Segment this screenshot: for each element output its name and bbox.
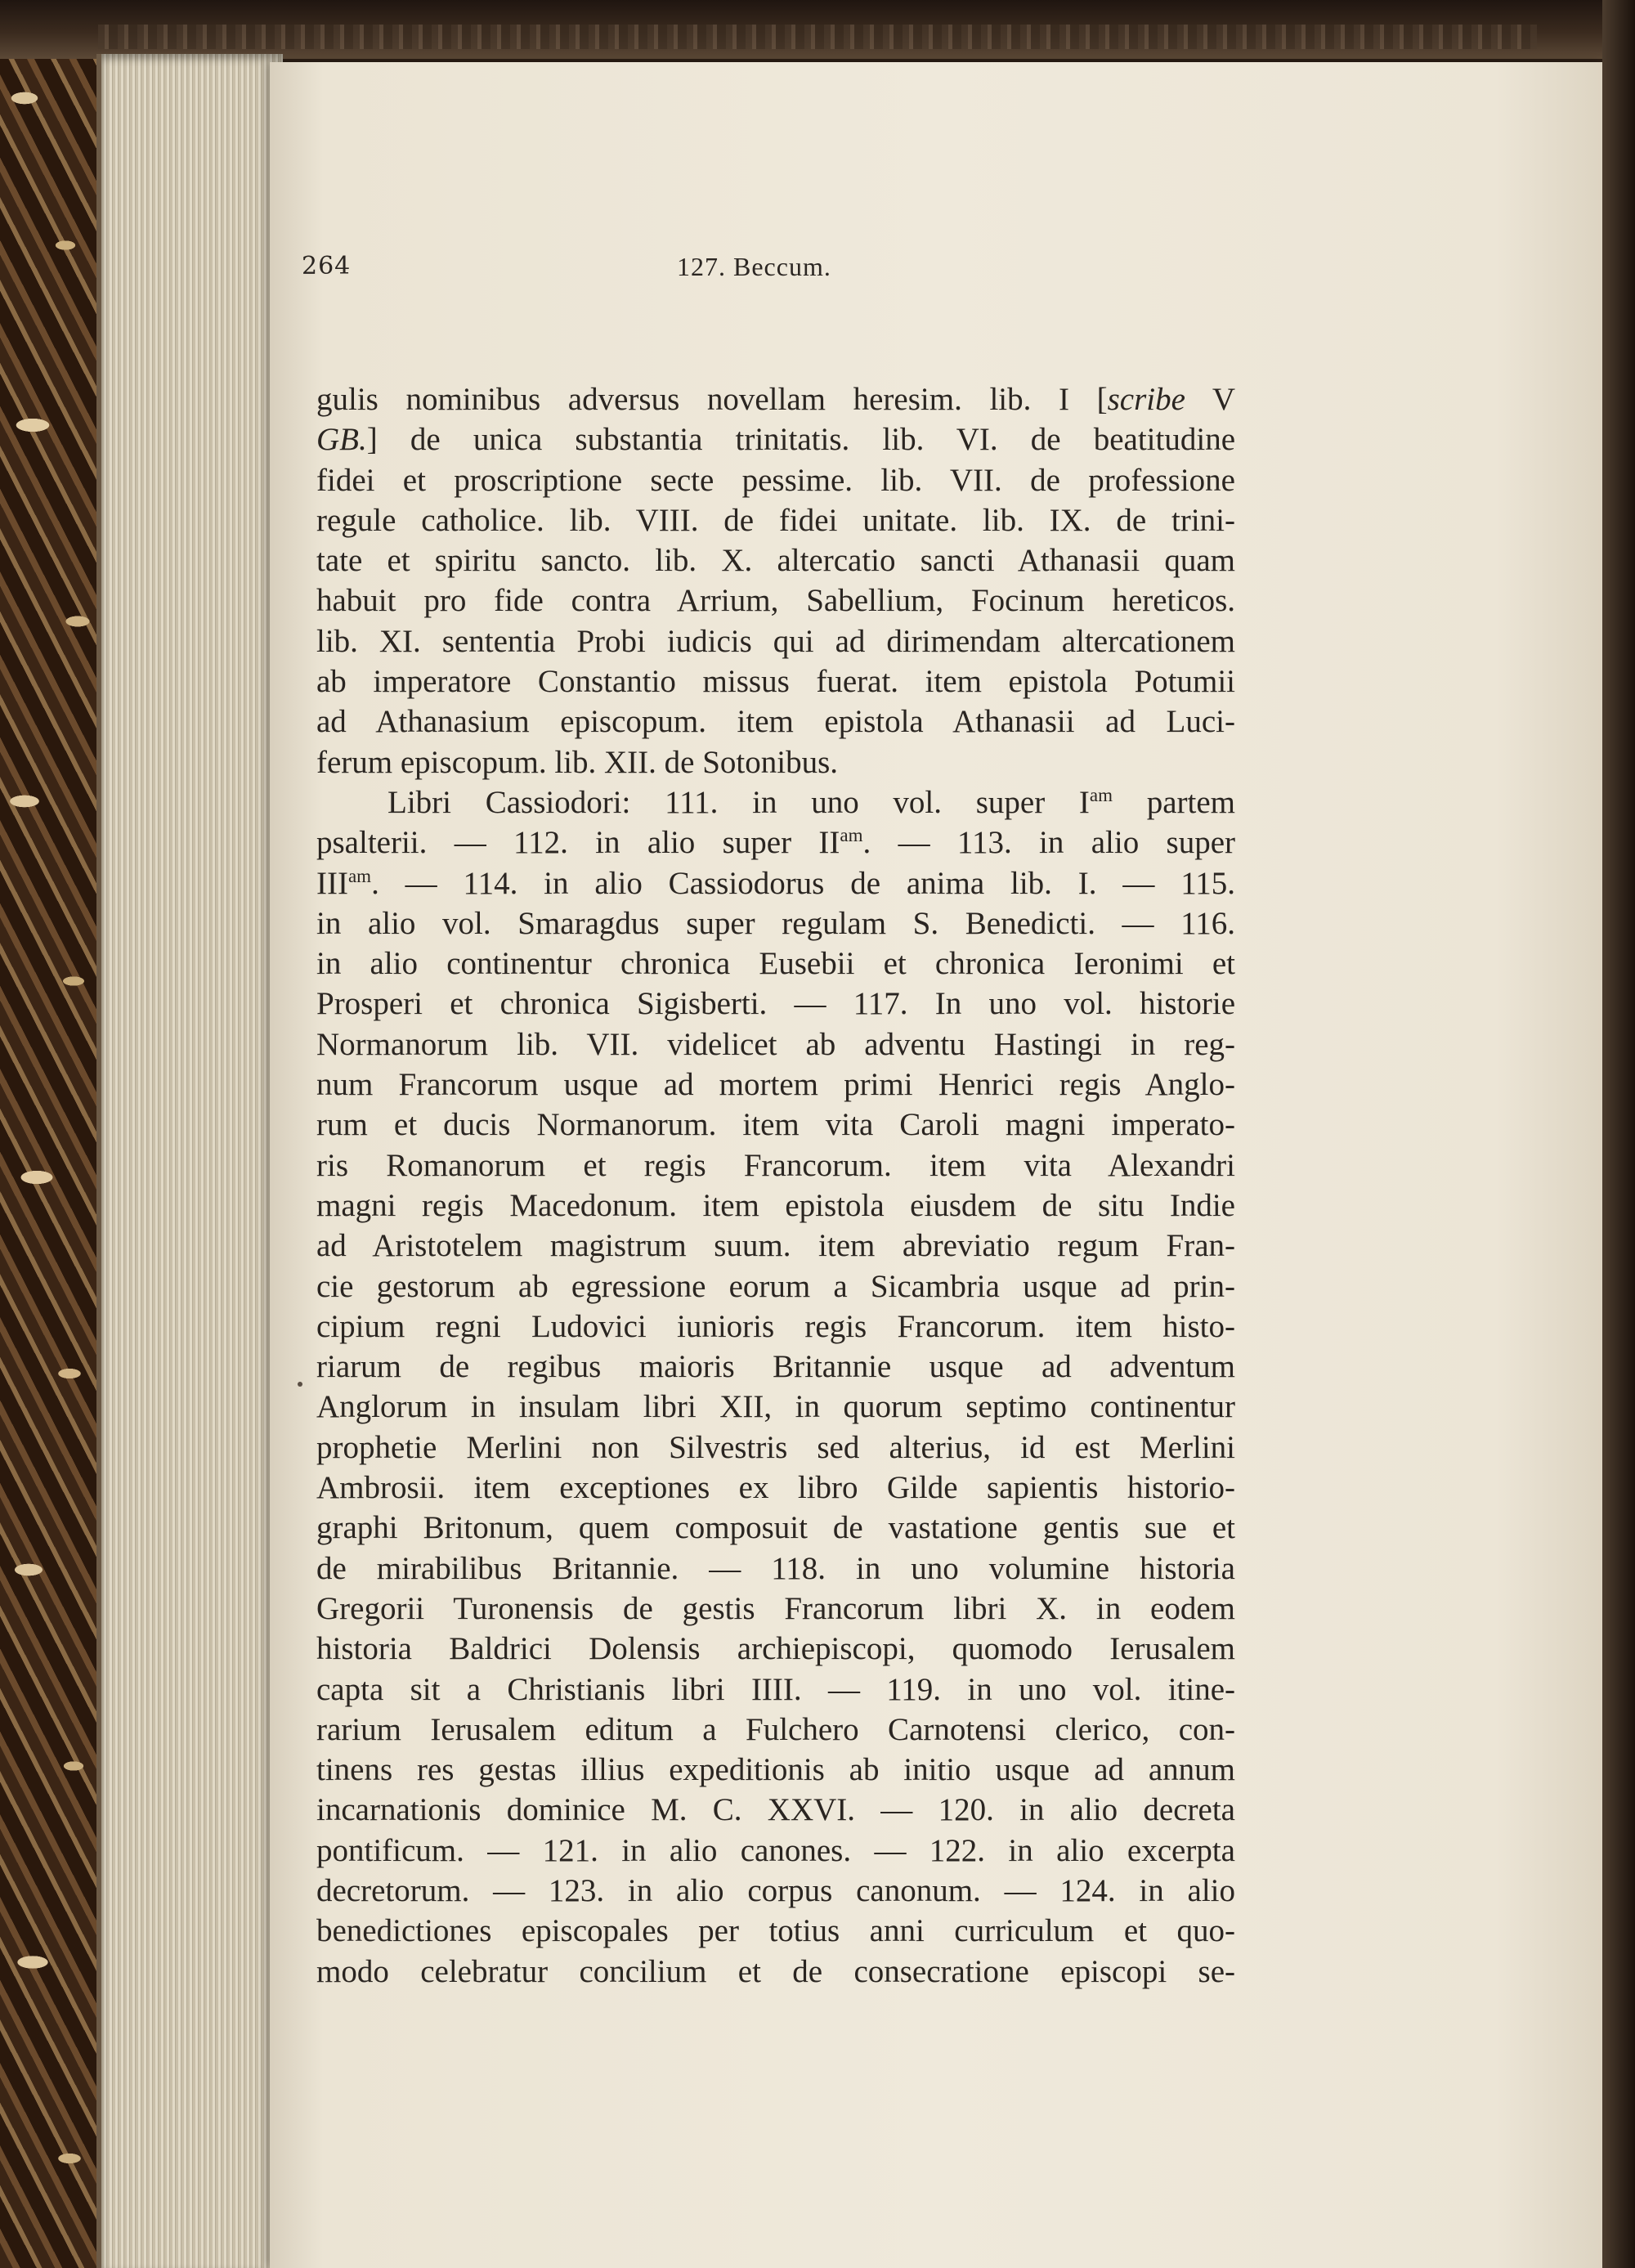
text-line: graphi Britonum, quem composuit de vastatione gentis sue et bbox=[316, 1510, 1235, 1546]
text-line: prophetie Merlini non Silvestris sed alterius, id est Merlini bbox=[316, 1429, 1235, 1465]
text-line: lib. XI. sententia Probi iudicis qui ad dirimendam altercationem bbox=[316, 623, 1235, 659]
text-line: tate et spiritu sancto. lib. X. altercatio sancti Athanasii quam bbox=[316, 543, 1235, 579]
text-line: cipium regni Ludovici iunioris regis Francorum. item histo- bbox=[316, 1308, 1235, 1344]
text-line: historia Baldrici Dolensis archiepiscopi, quomodo Ierusalem bbox=[316, 1631, 1235, 1667]
text-line: cie gestorum ab egressione eorum a Sicambria usque ad prin- bbox=[316, 1268, 1235, 1304]
text-line: ris Romanorum et regis Francorum. item vita Alexandri bbox=[316, 1147, 1235, 1183]
text-line: tinens res gestas illius expeditionis ab initio usque ad annum bbox=[316, 1752, 1235, 1788]
text-line: Normanorum lib. VII. videlicet ab adventu Hastingi in reg- bbox=[316, 1026, 1235, 1062]
text-line: rarium Ierusalem editum a Fulchero Carnotensi clerico, con- bbox=[316, 1711, 1235, 1747]
text-line: capta sit a Christianis libri IIII. — 119. in uno vol. itine- bbox=[316, 1671, 1235, 1707]
cover-right-edge bbox=[1602, 0, 1635, 2268]
text-line: Libri Cassiodori: 111. in uno vol. super $I^{am}$ partem bbox=[387, 784, 1236, 820]
text-line: ab imperatore Constantio missus fuerat. item epistola Potumii bbox=[316, 664, 1235, 700]
ink-speck bbox=[298, 1382, 302, 1387]
text-line: modo celebratur concilium et de consecratione episcopi se- bbox=[316, 1953, 1235, 1989]
page-block-edges bbox=[96, 54, 283, 2268]
text-line: psalterii. — 112. in alio super $II^{am}$. — 113. in alio super bbox=[316, 825, 1235, 861]
text-line: regule catholice. lib. VIII. de fidei unitate. lib. IX. de trini- bbox=[316, 502, 1235, 538]
text-line: fidei et proscriptione secte pessime. lib. VII. de professione bbox=[316, 462, 1235, 498]
text-line: ferum episcopum. lib. XII. de Sotonibus. bbox=[316, 744, 838, 780]
text-line: ad Athanasium episcopum. item epistola Athanasii ad Luci- bbox=[316, 704, 1235, 740]
text-line: Gregorii Turonensis de gestis Francorum libri X. in eodem bbox=[316, 1590, 1235, 1626]
text-line: in alio vol. Smaragdus super regulam S. Benedicti. — 116. bbox=[316, 905, 1235, 941]
text-line: pontificum. — 121. in alio canones. — 122. in alio excerpta bbox=[316, 1832, 1235, 1868]
text-line: $III^{am}$. — 114. in alio Cassiodorus de anima lib. I. — 115. bbox=[316, 865, 1235, 901]
text-line: habuit pro fide contra Arrium, Sabellium, Focinum hereticos. bbox=[316, 583, 1235, 619]
text-line: incarnationis dominice M. C. XXVI. — 120. in alio decreta bbox=[316, 1792, 1235, 1828]
page-number: 264 bbox=[302, 252, 352, 280]
text-line: num Francorum usque ad mortem primi Henrici regis Anglo- bbox=[316, 1067, 1235, 1103]
text-line: magni regis Macedonum. item epistola eiusdem de situ Indie bbox=[316, 1187, 1235, 1223]
text-line: GB.] de unica substantia trinitatis. lib. VI. de beatitudine bbox=[316, 422, 1235, 458]
cover-texture bbox=[98, 25, 1537, 49]
body-text bbox=[316, 379, 1235, 1992]
text-line: Prosperi et chronica Sigisberti. — 117. In uno vol. historie bbox=[316, 986, 1235, 1022]
text-line: Ambrosii. item exceptiones ex libro Gilde sapientis historio- bbox=[316, 1470, 1235, 1506]
text-line: ad Aristotelem magistrum suum. item abreviatio regum Fran- bbox=[316, 1228, 1235, 1264]
running-head: 127. Beccum. bbox=[677, 252, 831, 281]
text-line: decretorum. — 123. in alio corpus canonum. — 124. in alio bbox=[316, 1872, 1235, 1908]
text-line: Anglorum in insulam libri XII, in quorum septimo continentur bbox=[316, 1389, 1235, 1425]
text-line: gulis nominibus adversus novellam heresim. lib. I [scribe V bbox=[316, 382, 1235, 417]
page-header bbox=[302, 252, 1234, 293]
text-line: benedictiones episcopales per totius anni curriculum et quo- bbox=[316, 1913, 1235, 1949]
text-line: in alio continentur chronica Eusebii et chronica Ieronimi et bbox=[316, 946, 1235, 982]
text-line: rum et ducis Normanorum. item vita Caroli magni imperato- bbox=[316, 1107, 1235, 1143]
text-line: de mirabilibus Britannie. — 118. in uno volumine historia bbox=[316, 1550, 1235, 1586]
text-line: riarum de regibus maioris Britannie usque ad adventum bbox=[316, 1349, 1235, 1385]
